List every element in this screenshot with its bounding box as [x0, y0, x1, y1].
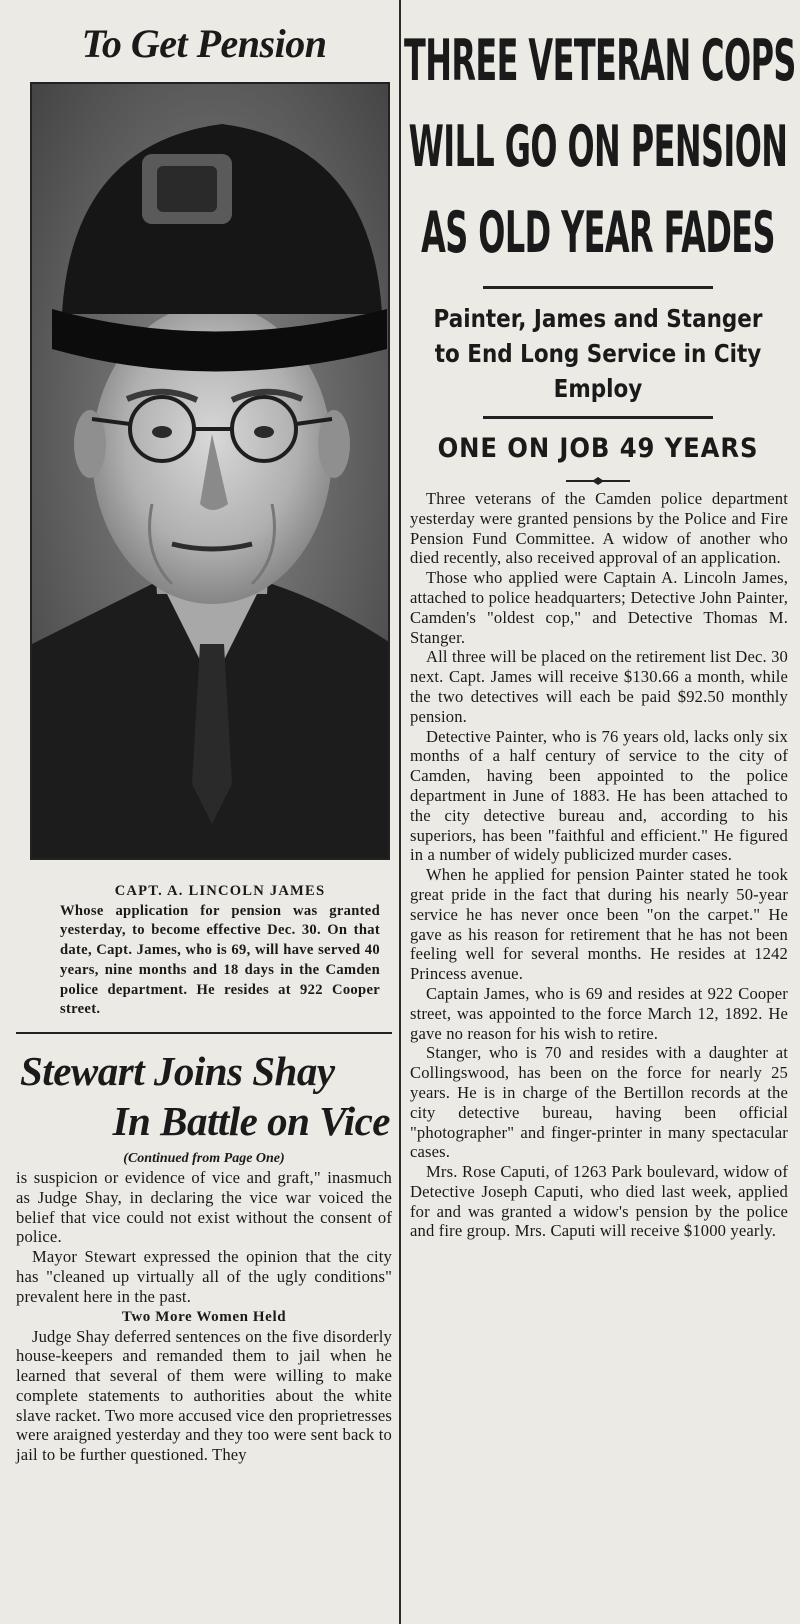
story-paragraph: Judge Shay deferred sentences on the five disorderly house-keepers and remanded them to jail when he learned that several of them were willing to make complete statements to authorities about the white slave racket. Two more accused vice den proprietresses were araigned yesterday and they too were sent back to jail to be further questioned. They [16, 1326, 392, 1465]
deck2-headline: ONE ON JOB 49 YEARS [437, 433, 759, 464]
story-body [16, 1168, 392, 1465]
main-headline [404, 18, 796, 276]
article-paragraph: Three veterans of the Camden police department yesterday were granted pensions by the Police and Fire Pension Fund Committee. A widow of another who died recently, also received approval of an application. [410, 489, 788, 568]
main-headline-line1: THREE VETERAN COPS [404, 28, 796, 94]
article-paragraph: Stanger, who is 70 and resides with a daughter at Collingswood, has been on the force for nearly 25 years. He is in charge of the Bertillon records at the city detective bureau, having been official "photographer" and finger-printer in many spectacular cases. [410, 1043, 788, 1162]
caption-text: Whose application for pension was granted yesterday, to become effective Dec. 30. On that date, Capt. James, who is 69, will have served 40 years, nine months and 18 days in the Camden police department. He resides at 922 Cooper street. [60, 902, 380, 1018]
continued-line: (Continued from Page One) [123, 1150, 285, 1166]
section-rule [16, 1032, 392, 1034]
main-headline-line2: WILL GO ON PENSION [408, 114, 788, 180]
right-column [404, 0, 796, 1241]
article-paragraph: Captain James, who is 69 and resides at 922 Cooper street, was appointed to the force March 12, 1892. He gave no reason for his wish to retire. [410, 983, 788, 1043]
story-paragraph: is suspicion or evidence of vice and graft," inasmuch as Judge Shay, in declaring the vice war voiced the belief that vice could not exist without the consent of police. [16, 1167, 392, 1247]
article-paragraph: Detective Painter, who is 76 years old, lacks only six months of a half century of service to the city of Camden, having been appointed to the police department in June of 1883. He has been attached to the city detective bureau and, according to his superiors, has been "faithful and efficient." He figured in a number of widely publicized murder cases. [410, 726, 788, 865]
story-headline [16, 1046, 392, 1146]
caption-name: CAPT. A. LINCOLN JAMES [114, 883, 326, 899]
diamond-dash-ornament-icon [404, 471, 792, 483]
photo-headline: To Get Pension [81, 21, 327, 66]
story-headline-line1: Stewart Joins Shay [20, 1047, 335, 1094]
subhead: Two More Women Held [121, 1308, 287, 1325]
main-headline-line3: AS OLD YEAR FADES [421, 200, 775, 266]
article-paragraph: All three will be placed on the retirement list Dec. 30 next. Capt. James will receive $130.66 a month, while the two detectives will each be paid $92.50 monthly pension. [410, 647, 788, 726]
deck-headline: Painter, James and Stanger to End Long Service in City Employ [433, 304, 763, 403]
headline-rule [483, 286, 713, 289]
portrait-photo [30, 82, 390, 860]
article-paragraph: Those who applied were Captain A. Lincoln James, attached to police headquarters; Detective John Painter, Camden's "oldest cop," and Detective Thomas M. Stanger. [410, 568, 788, 647]
article-body [404, 489, 792, 1241]
article-paragraph: Mrs. Rose Caputi, of 1263 Park boulevard, widow of Detective Joseph Caputi, who died last week, applied for and was granted a widow's pension by the police and fire group. Mrs. Caputi will receive $1000 yearly. [410, 1162, 788, 1241]
column-rule [399, 0, 401, 1624]
left-column [16, 0, 392, 1465]
story-paragraph: Mayor Stewart expressed the opinion that the city has "cleaned up virtually all of the ugly conditions" prevalent here in the past. [16, 1247, 392, 1306]
deck-rule [483, 416, 713, 419]
article-paragraph: When he applied for pension Painter stated he took great pride in the fact that during his nearly 50-year service he has never once been "on the carpet." He gave as his reason for retirement that he has not been feeling well for several months. He resides at 1242 Princess avenue. [410, 865, 788, 984]
story-headline-line2: In Battle on Vice [112, 1097, 390, 1144]
photo-caption [16, 882, 392, 1020]
